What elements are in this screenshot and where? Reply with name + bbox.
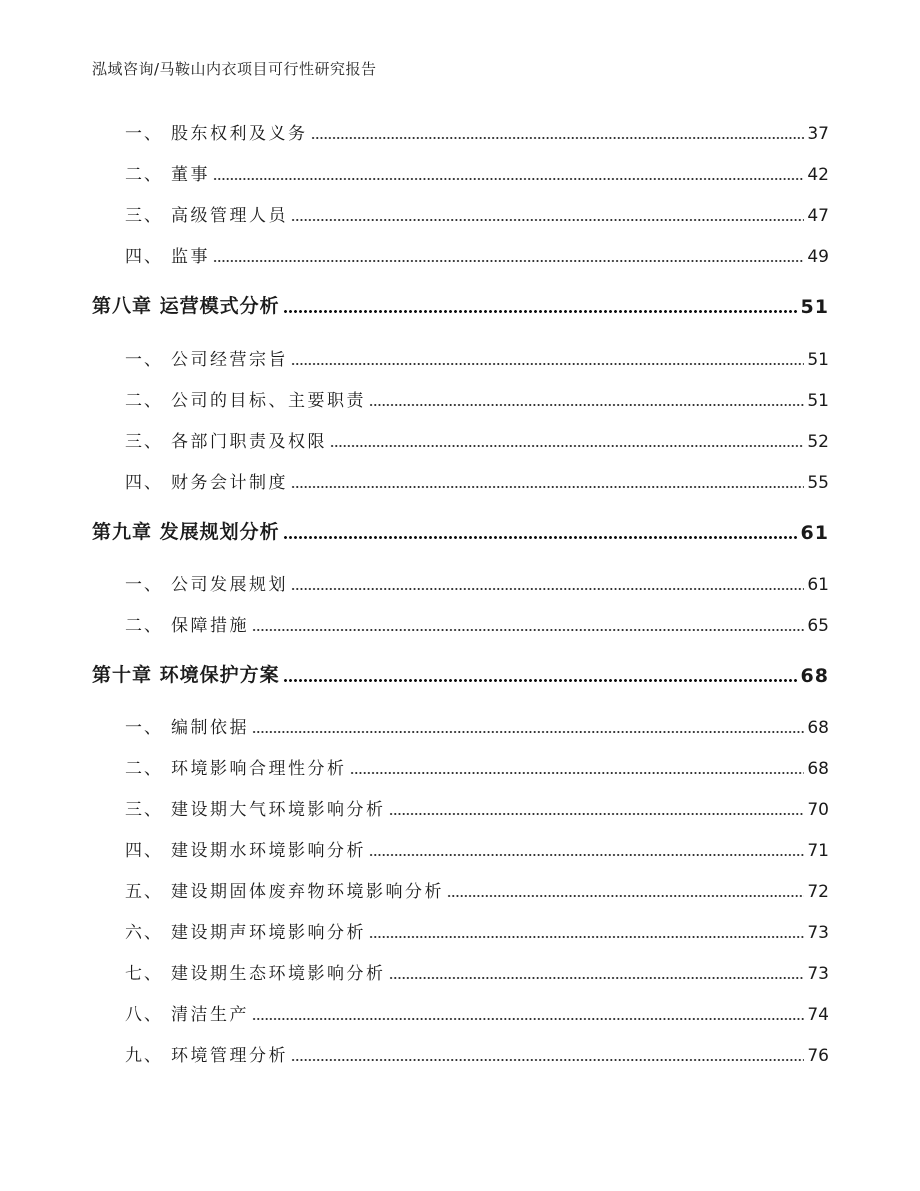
toc-entry-title: 公司经营宗旨	[171, 345, 288, 370]
toc-entry-title: 第十章 环境保护方案	[92, 660, 280, 687]
toc-entry-index: 一、	[125, 575, 163, 595]
toc-entry-index: 三、	[125, 800, 163, 820]
dot-leader	[369, 935, 804, 939]
toc-entry-index: 七、	[125, 964, 163, 984]
page-header: 泓域咨询/马鞍山内衣项目可行性研究报告	[92, 60, 377, 78]
toc-entry-title: 高级管理人员	[171, 201, 288, 226]
toc-section-entry[interactable]	[0, 159, 920, 189]
toc-entry-page-number: 51	[807, 350, 829, 370]
toc-section-entry[interactable]	[0, 794, 920, 824]
toc-entry-page-number: 49	[807, 247, 829, 267]
toc-entry-page-number: 65	[807, 616, 829, 636]
toc-entry-index: 一、	[125, 718, 163, 738]
toc-entry-page-number: 47	[807, 206, 829, 226]
toc-entry-title: 第九章 发展规划分析	[92, 517, 280, 544]
toc-section-entry[interactable]	[0, 753, 920, 783]
dot-leader	[283, 678, 798, 683]
toc-entry-title: 保障措施	[171, 611, 249, 636]
toc-entry-page-number: 61	[800, 522, 829, 544]
toc-section-entry[interactable]	[0, 344, 920, 374]
toc-entry-title: 公司发展规划	[171, 570, 288, 595]
dot-leader	[283, 309, 798, 314]
dot-leader	[311, 136, 805, 140]
toc-chapter-entry[interactable]	[0, 661, 920, 691]
toc-section-entry[interactable]	[0, 200, 920, 230]
toc-entry-page-number: 72	[807, 882, 829, 902]
toc-entry-page-number: 51	[807, 391, 829, 411]
dot-leader	[291, 1058, 804, 1062]
toc-entry-index: 二、	[125, 391, 163, 411]
toc-entry-title: 各部门职责及权限	[171, 427, 327, 452]
toc-entry-page-number: 68	[807, 759, 829, 779]
toc-entry-title: 监事	[171, 242, 210, 267]
toc-entry-index: 二、	[125, 616, 163, 636]
dot-leader	[330, 444, 804, 448]
toc-entry-title: 环境管理分析	[171, 1041, 288, 1066]
toc-entry-index: 六、	[125, 923, 163, 943]
toc-entry-page-number: 55	[807, 473, 829, 493]
dot-leader	[252, 1017, 804, 1021]
dot-leader	[291, 218, 804, 222]
toc-entry-page-number: 37	[807, 124, 829, 144]
dot-leader	[389, 812, 805, 816]
toc-entry-index: 三、	[125, 432, 163, 452]
toc-entry-index: 八、	[125, 1005, 163, 1025]
dot-leader	[389, 976, 805, 980]
toc-section-entry[interactable]	[0, 1040, 920, 1070]
dot-leader	[447, 894, 804, 898]
toc-entry-page-number: 51	[800, 296, 829, 318]
toc-entry-index: 二、	[125, 165, 163, 185]
toc-chapter-entry[interactable]	[0, 292, 920, 322]
toc-entry-page-number: 76	[807, 1046, 829, 1066]
toc-section-entry[interactable]	[0, 467, 920, 497]
toc-entry-title: 股东权利及义务	[171, 119, 308, 144]
toc-entry-index: 一、	[125, 350, 163, 370]
toc-section-entry[interactable]	[0, 999, 920, 1029]
dot-leader	[350, 771, 805, 775]
toc-entry-index: 四、	[125, 247, 163, 267]
toc-entry-title: 第八章 运营模式分析	[92, 291, 280, 318]
toc-entry-index: 二、	[125, 759, 163, 779]
dot-leader	[252, 628, 804, 632]
dot-leader	[213, 259, 804, 263]
toc-entry-index: 四、	[125, 841, 163, 861]
toc-entry-title: 财务会计制度	[171, 468, 288, 493]
toc-entry-index: 三、	[125, 206, 163, 226]
toc-entry-title: 建设期大气环境影响分析	[171, 795, 386, 820]
toc-section-entry[interactable]	[0, 385, 920, 415]
toc-entry-page-number: 42	[807, 165, 829, 185]
toc-entry-page-number: 71	[807, 841, 829, 861]
toc-entry-page-number: 61	[807, 575, 829, 595]
dot-leader	[291, 485, 804, 489]
toc-section-entry[interactable]	[0, 569, 920, 599]
toc-section-entry[interactable]	[0, 712, 920, 742]
dot-leader	[213, 177, 804, 181]
toc-section-entry[interactable]	[0, 241, 920, 271]
toc-entry-page-number: 70	[807, 800, 829, 820]
toc-entry-index: 四、	[125, 473, 163, 493]
toc-section-entry[interactable]	[0, 118, 920, 148]
toc-entry-title: 编制依据	[171, 713, 249, 738]
toc-entry-page-number: 68	[800, 665, 829, 687]
toc-entry-title: 董事	[171, 160, 210, 185]
dot-leader	[369, 853, 804, 857]
toc-entry-page-number: 52	[807, 432, 829, 452]
dot-leader	[252, 730, 804, 734]
dot-leader	[369, 403, 804, 407]
toc-section-entry[interactable]	[0, 610, 920, 640]
toc-entry-title: 建设期水环境影响分析	[171, 836, 366, 861]
toc-entry-title: 公司的目标、主要职责	[171, 386, 366, 411]
toc-entry-title: 建设期生态环境影响分析	[171, 959, 386, 984]
toc-entry-page-number: 73	[807, 923, 829, 943]
toc-entry-page-number: 74	[807, 1005, 829, 1025]
toc-entry-title: 建设期声环境影响分析	[171, 918, 366, 943]
toc-section-entry[interactable]	[0, 876, 920, 906]
toc-entry-index: 一、	[125, 124, 163, 144]
toc-chapter-entry[interactable]	[0, 518, 920, 548]
toc-entry-page-number: 68	[807, 718, 829, 738]
toc-entry-title: 环境影响合理性分析	[171, 754, 347, 779]
toc-section-entry[interactable]	[0, 958, 920, 988]
toc-entry-title: 清洁生产	[171, 1000, 249, 1025]
toc-section-entry[interactable]	[0, 917, 920, 947]
dot-leader	[291, 362, 804, 366]
toc-section-entry[interactable]	[0, 426, 920, 456]
toc-entry-page-number: 73	[807, 964, 829, 984]
dot-leader	[291, 587, 804, 591]
toc-section-entry[interactable]	[0, 835, 920, 865]
toc-entry-index: 五、	[125, 882, 163, 902]
dot-leader	[283, 535, 798, 540]
toc-entry-title: 建设期固体废弃物环境影响分析	[171, 877, 444, 902]
toc-entry-index: 九、	[125, 1046, 163, 1066]
